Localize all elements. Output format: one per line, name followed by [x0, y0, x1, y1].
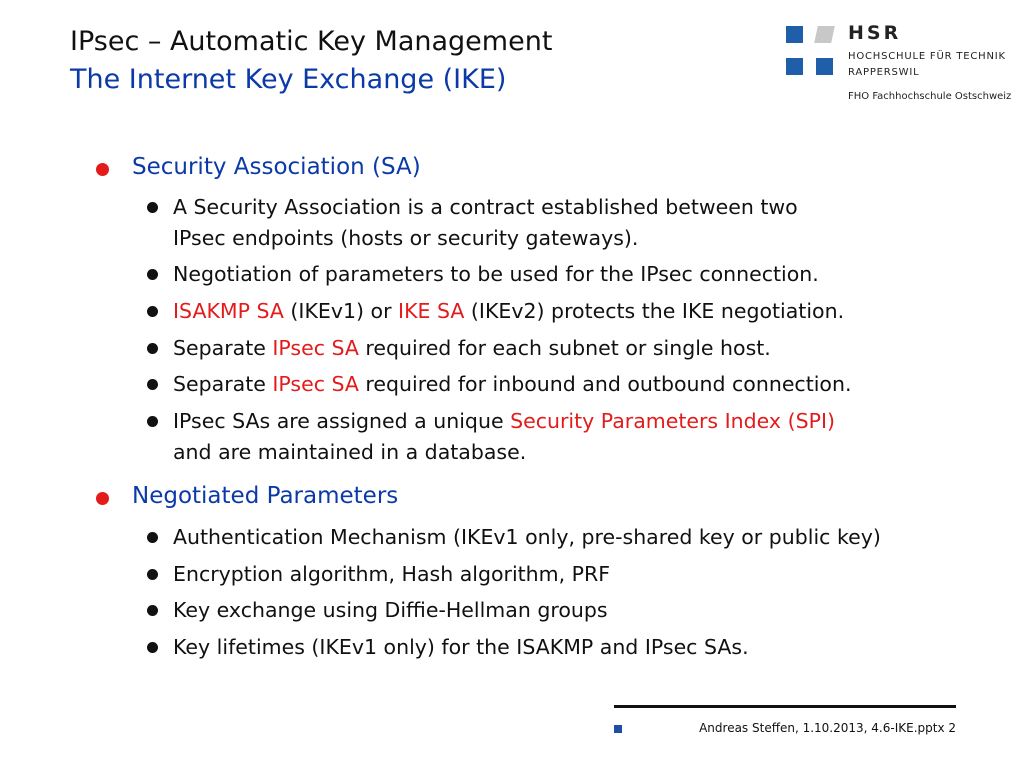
list-item: Key lifetimes (IKEv1 only) for the ISAKMP and IPsec SAs. — [173, 635, 749, 659]
bullet-icon — [147, 306, 158, 317]
bullet-icon — [147, 202, 158, 213]
footer-divider — [614, 705, 956, 708]
section-heading: Security Association (SA) — [132, 154, 421, 180]
bullet-icon — [147, 343, 158, 354]
list-item: IPsec SAs are assigned a unique Security Parameters Index (SPI) and are maintained in a database. — [173, 409, 835, 464]
list-item: Separate IPsec SA required for each subnet or single host. — [173, 336, 771, 360]
bullet-icon — [147, 379, 158, 390]
logo-line3: FHO Fachhochschule Ostschweiz — [848, 91, 1012, 102]
logo-line2: RAPPERSWIL — [848, 67, 920, 78]
bullet-icon — [147, 269, 158, 280]
list-item: Separate IPsec SA required for inbound and outbound connection. — [173, 372, 852, 396]
section-heading: Negotiated Parameters — [132, 483, 399, 509]
hsr-logo-icon — [786, 26, 836, 76]
bullet-icon — [147, 532, 158, 543]
bullet-icon — [147, 642, 158, 653]
logo-name: HSR — [848, 22, 902, 44]
bullet-icon — [147, 416, 158, 427]
bullet-icon — [147, 569, 158, 580]
list-item: Encryption algorithm, Hash algorithm, PRF — [173, 562, 611, 586]
list-item: ISAKMP SA (IKEv1) or IKE SA (IKEv2) protects the IKE negotiation. — [173, 299, 845, 323]
list-item: Negotiation of parameters to be used for the IPsec connection. — [173, 262, 819, 286]
slide-title: IPsec – Automatic Key Management — [70, 26, 553, 57]
list-item: Authentication Mechanism (IKEv1 only, pre-shared key or public key) — [173, 525, 881, 549]
logo-line1: HOCHSCHULE FÜR TECHNIK — [848, 51, 1006, 62]
footer-text: Andreas Steffen, 1.10.2013, 4.6-IKE.pptx 2 — [699, 721, 956, 735]
slide-subtitle: The Internet Key Exchange (IKE) — [70, 64, 507, 95]
list-item: Key exchange using Diffie-Hellman groups — [173, 598, 608, 622]
bullet-icon — [96, 163, 109, 176]
list-item: A Security Association is a contract established between two IPsec endpoints (hosts or security gateways). — [173, 195, 798, 250]
bullet-icon — [96, 492, 109, 505]
footer-square-icon — [614, 725, 622, 733]
bullet-icon — [147, 605, 158, 616]
